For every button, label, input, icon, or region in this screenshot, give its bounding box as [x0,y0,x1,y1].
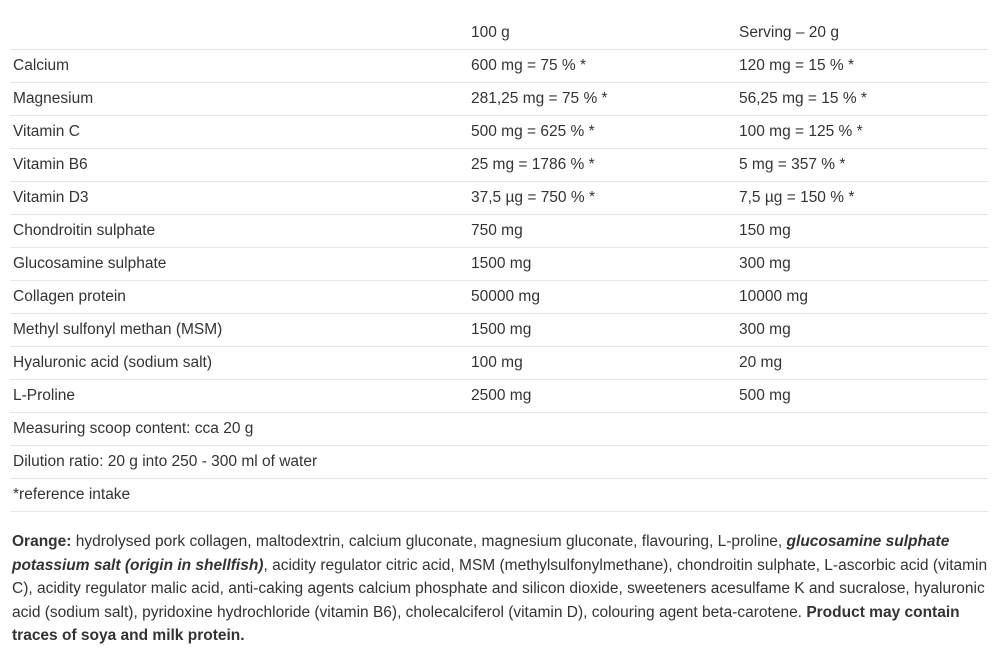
nutrient-name: Glucosamine sulphate [10,248,468,281]
value-per-100g: 50000 mg [468,281,736,314]
nutrient-name: Calcium [10,50,468,83]
header-nutrient [10,17,468,50]
table-row [10,281,988,314]
value-per-serving: 7,5 µg = 150 % * [736,182,988,215]
value-per-100g: 1500 mg [468,314,736,347]
value-per-serving: 300 mg [736,314,988,347]
nutrient-name: Methyl sulfonyl methan (MSM) [10,314,468,347]
note-row [10,413,988,446]
nutrient-name: Magnesium [10,83,468,116]
table-row [10,380,988,413]
flavour-label: Orange: [12,533,72,550]
nutrition-table [10,17,988,512]
note-row [10,479,988,512]
value-per-100g: 600 mg = 75 % * [468,50,736,83]
table-row [10,83,988,116]
table-row [10,248,988,281]
table-row [10,215,988,248]
nutrient-name: Vitamin C [10,116,468,149]
value-per-serving: 56,25 mg = 15 % * [736,83,988,116]
value-per-100g: 100 mg [468,347,736,380]
value-per-serving: 20 mg [736,347,988,380]
value-per-100g: 500 mg = 625 % * [468,116,736,149]
dilution-ratio-note: Dilution ratio: 20 g into 250 - 300 ml of water [10,446,988,479]
value-per-100g: 2500 mg [468,380,736,413]
header-per-100g: 100 g [468,17,736,50]
table-row [10,116,988,149]
value-per-serving: 5 mg = 357 % * [736,149,988,182]
nutrient-name: L-Proline [10,380,468,413]
ingredients-paragraph [12,530,988,648]
value-per-serving: 300 mg [736,248,988,281]
ingredients-text-part-2: , acidity regulator citric acid, MSM (methylsulfonylmethane), chondroitin sulphate, L-ascorbic acid (vitamin C), acidity regulator malic acid, anti-caking agents calcium phosphate and silicon dioxide, sweeteners acesulfame K and sucralose, hyaluronic acid (sodium salt), pyridoxine hydrochloride (vitamin B6), cholecalciferol (vitamin D), colouring agent beta-carotene. [12,556,988,621]
nutrient-name: Vitamin D3 [10,182,468,215]
table-row [10,314,988,347]
allergen-text: glucosamine sulphate potassium salt (origin in shellfish) [12,533,950,574]
value-per-serving: 10000 mg [736,281,988,314]
scoop-content-note: Measuring scoop content: cca 20 g [10,413,988,446]
value-per-100g: 25 mg = 1786 % * [468,149,736,182]
table-row [10,347,988,380]
nutrient-name: Vitamin B6 [10,149,468,182]
reference-intake-note: *reference intake [10,479,988,512]
nutrient-name: Chondroitin sulphate [10,215,468,248]
value-per-serving: 500 mg [736,380,988,413]
value-per-100g: 750 mg [468,215,736,248]
table-row [10,50,988,83]
table-header-row [10,17,988,50]
nutrient-name: Hyaluronic acid (sodium salt) [10,347,468,380]
value-per-100g: 281,25 mg = 75 % * [468,83,736,116]
header-serving: Serving – 20 g [736,17,988,50]
ingredients-text-part-1: hydrolysed pork collagen, maltodextrin, calcium gluconate, magnesium gluconate, flavouring, L-proline, [71,533,787,550]
note-row [10,446,988,479]
value-per-serving: 150 mg [736,215,988,248]
allergen-warning: Product may contain traces of soya and milk protein. [12,603,960,644]
value-per-100g: 37,5 µg = 750 % * [468,182,736,215]
nutrient-name: Collagen protein [10,281,468,314]
value-per-serving: 100 mg = 125 % * [736,116,988,149]
value-per-serving: 120 mg = 15 % * [736,50,988,83]
table-row [10,182,988,215]
table-row [10,149,988,182]
value-per-100g: 1500 mg [468,248,736,281]
